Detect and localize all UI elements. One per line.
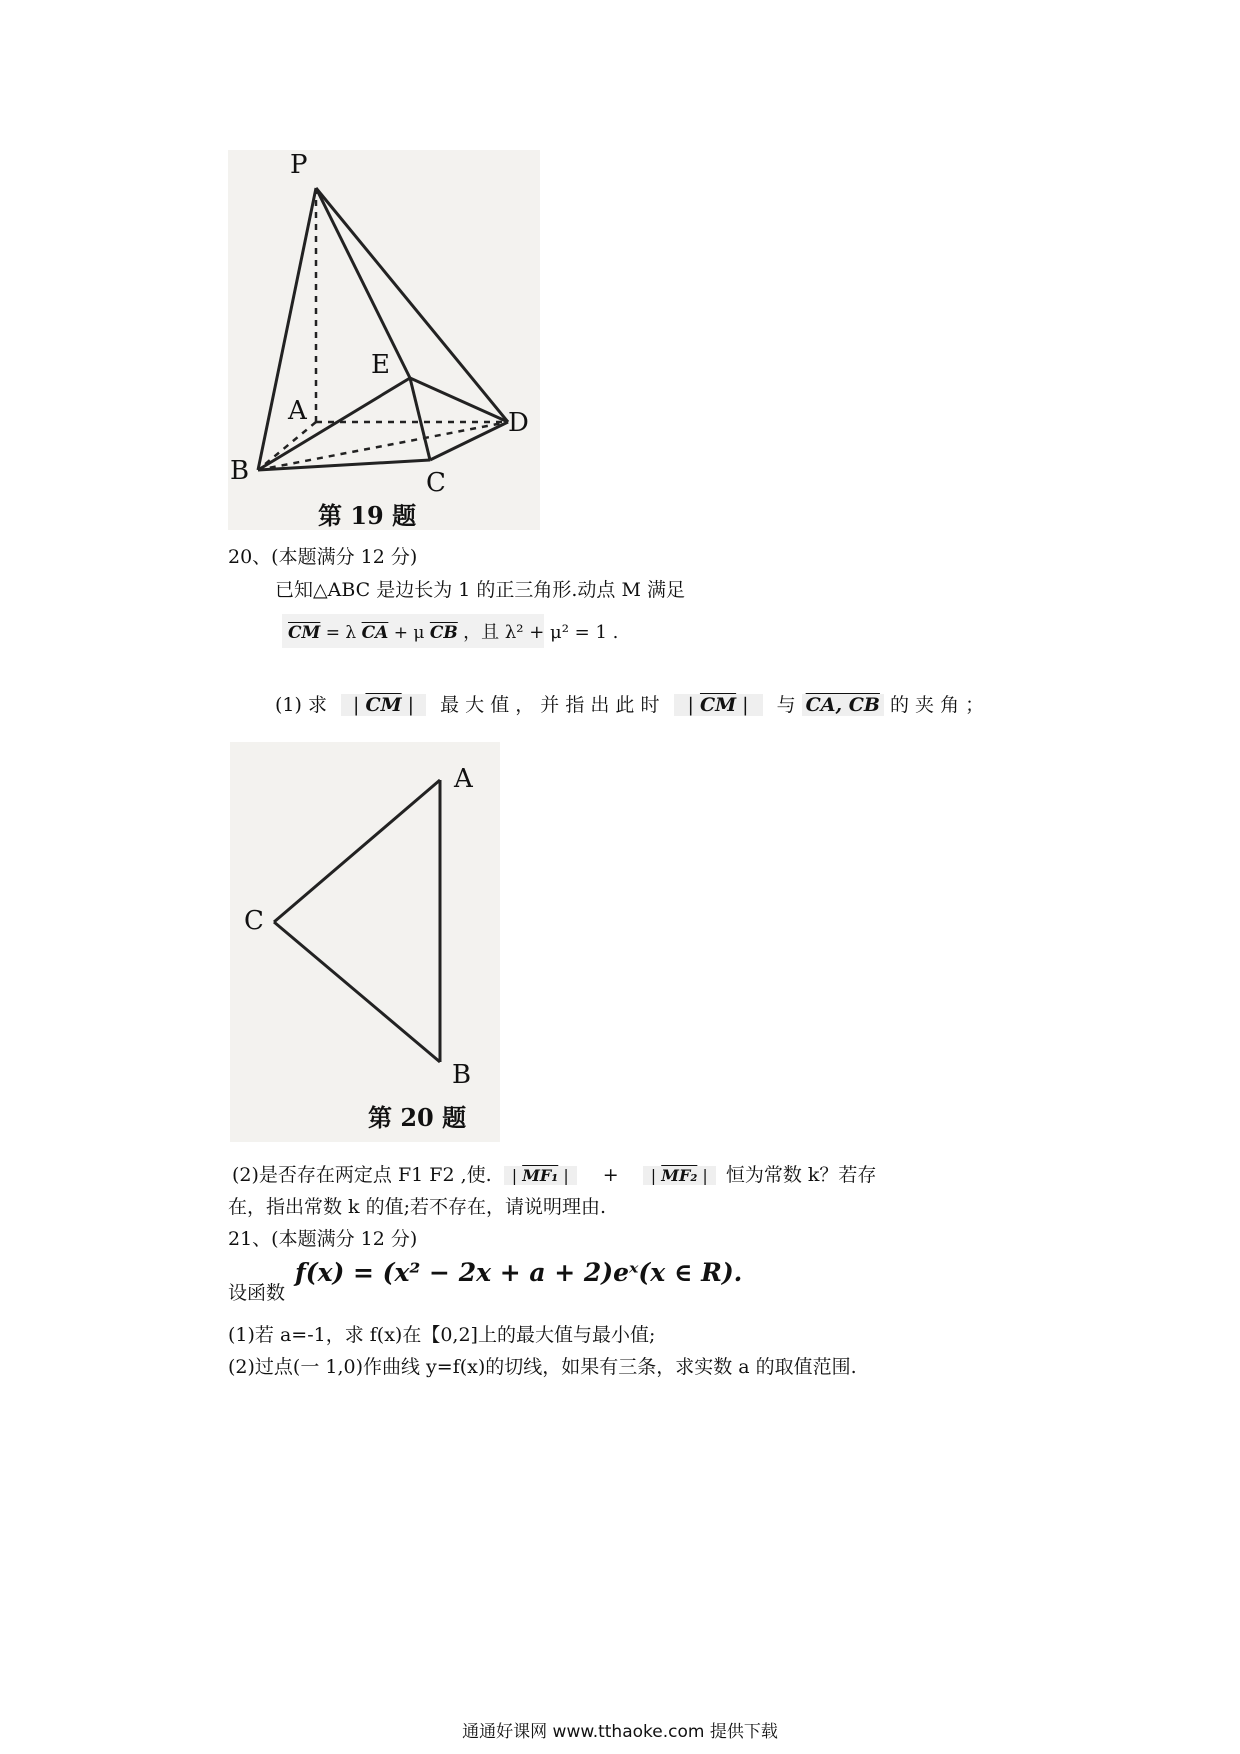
q21-part2: (2)过点(一 1,0)作曲线 y=f(x)的切线，如果有三条，求实数 a 的取值范围.	[228, 1356, 857, 1378]
part2-suffix: 恒为常数 k？若存	[725, 1164, 877, 1186]
q21-heading: 21、(本题满分 12 分)	[228, 1228, 418, 1250]
q21-intro: 设函数	[228, 1282, 286, 1304]
abs-mf2: | MF₂ |	[643, 1166, 716, 1185]
label-p: P	[290, 150, 308, 180]
part2-plus: +	[602, 1164, 619, 1186]
q21-part1: (1)若 a=-1，求 f(x)在【0,2]上的最大值与最小值;	[228, 1324, 656, 1346]
abs-cm-1: | $\overline{CM}$ |	[341, 694, 426, 716]
figure-19-caption: 第 19 题	[318, 501, 417, 530]
plus-mu: + μ	[393, 623, 425, 643]
q20-intro: 已知△ABC 是边长为 1 的正三角形.动点 M 满足	[275, 579, 685, 601]
q20-part1	[275, 690, 984, 717]
q20-heading: 20、(本题满分 12 分)	[228, 546, 418, 568]
part1-mid: 最 大 值 ， 并 指 出 此 时	[440, 694, 660, 716]
label-e: E	[371, 350, 390, 380]
part1-with: 与	[776, 694, 796, 716]
q20-part2-line2: 在，指出常数 k 的值;若不存在，请说明理由.	[228, 1196, 607, 1218]
label-c: C	[244, 906, 264, 936]
part1-suffix: 的 夹 角 ；	[890, 694, 985, 716]
vector-cb: $\overline{CB}$	[429, 623, 458, 643]
abs-mf1: | MF₁ |	[504, 1166, 577, 1185]
figure-19-image	[228, 150, 540, 530]
figure-20-caption: 第 20 题	[368, 1103, 467, 1132]
abs-cm-2: | $\overline{CM}$ |	[674, 694, 763, 716]
vectors-ca-cb: CA, CB	[802, 694, 884, 716]
vector-ca: $\overline{CA}$	[361, 623, 389, 643]
q20-condition	[288, 618, 618, 644]
condition-tail: ，且 λ² + μ² = 1 .	[463, 622, 619, 643]
eq-lambda: = λ	[325, 623, 357, 643]
label-d: D	[508, 408, 529, 438]
page-footer: 通通好课网 www.tthaoke.com 提供下载	[462, 1722, 778, 1742]
q20-part2	[232, 1160, 876, 1187]
pyramid-diagram	[228, 150, 540, 530]
vector-cm: $\overline{CM}$	[288, 623, 321, 643]
figure-20-image	[230, 742, 500, 1142]
label-b: B	[452, 1060, 472, 1090]
q21-formula: f(x) = (x² − 2x + a + 2)eˣ(x ∈ R).	[295, 1258, 743, 1287]
label-a: A	[288, 396, 307, 426]
label-b: B	[230, 456, 250, 486]
label-c: C	[426, 468, 446, 498]
part1-prefix: (1) 求	[275, 694, 327, 716]
label-a: A	[454, 764, 473, 794]
part2-prefix: (2)是否存在两定点 F1 F2 ,使.	[232, 1164, 492, 1186]
